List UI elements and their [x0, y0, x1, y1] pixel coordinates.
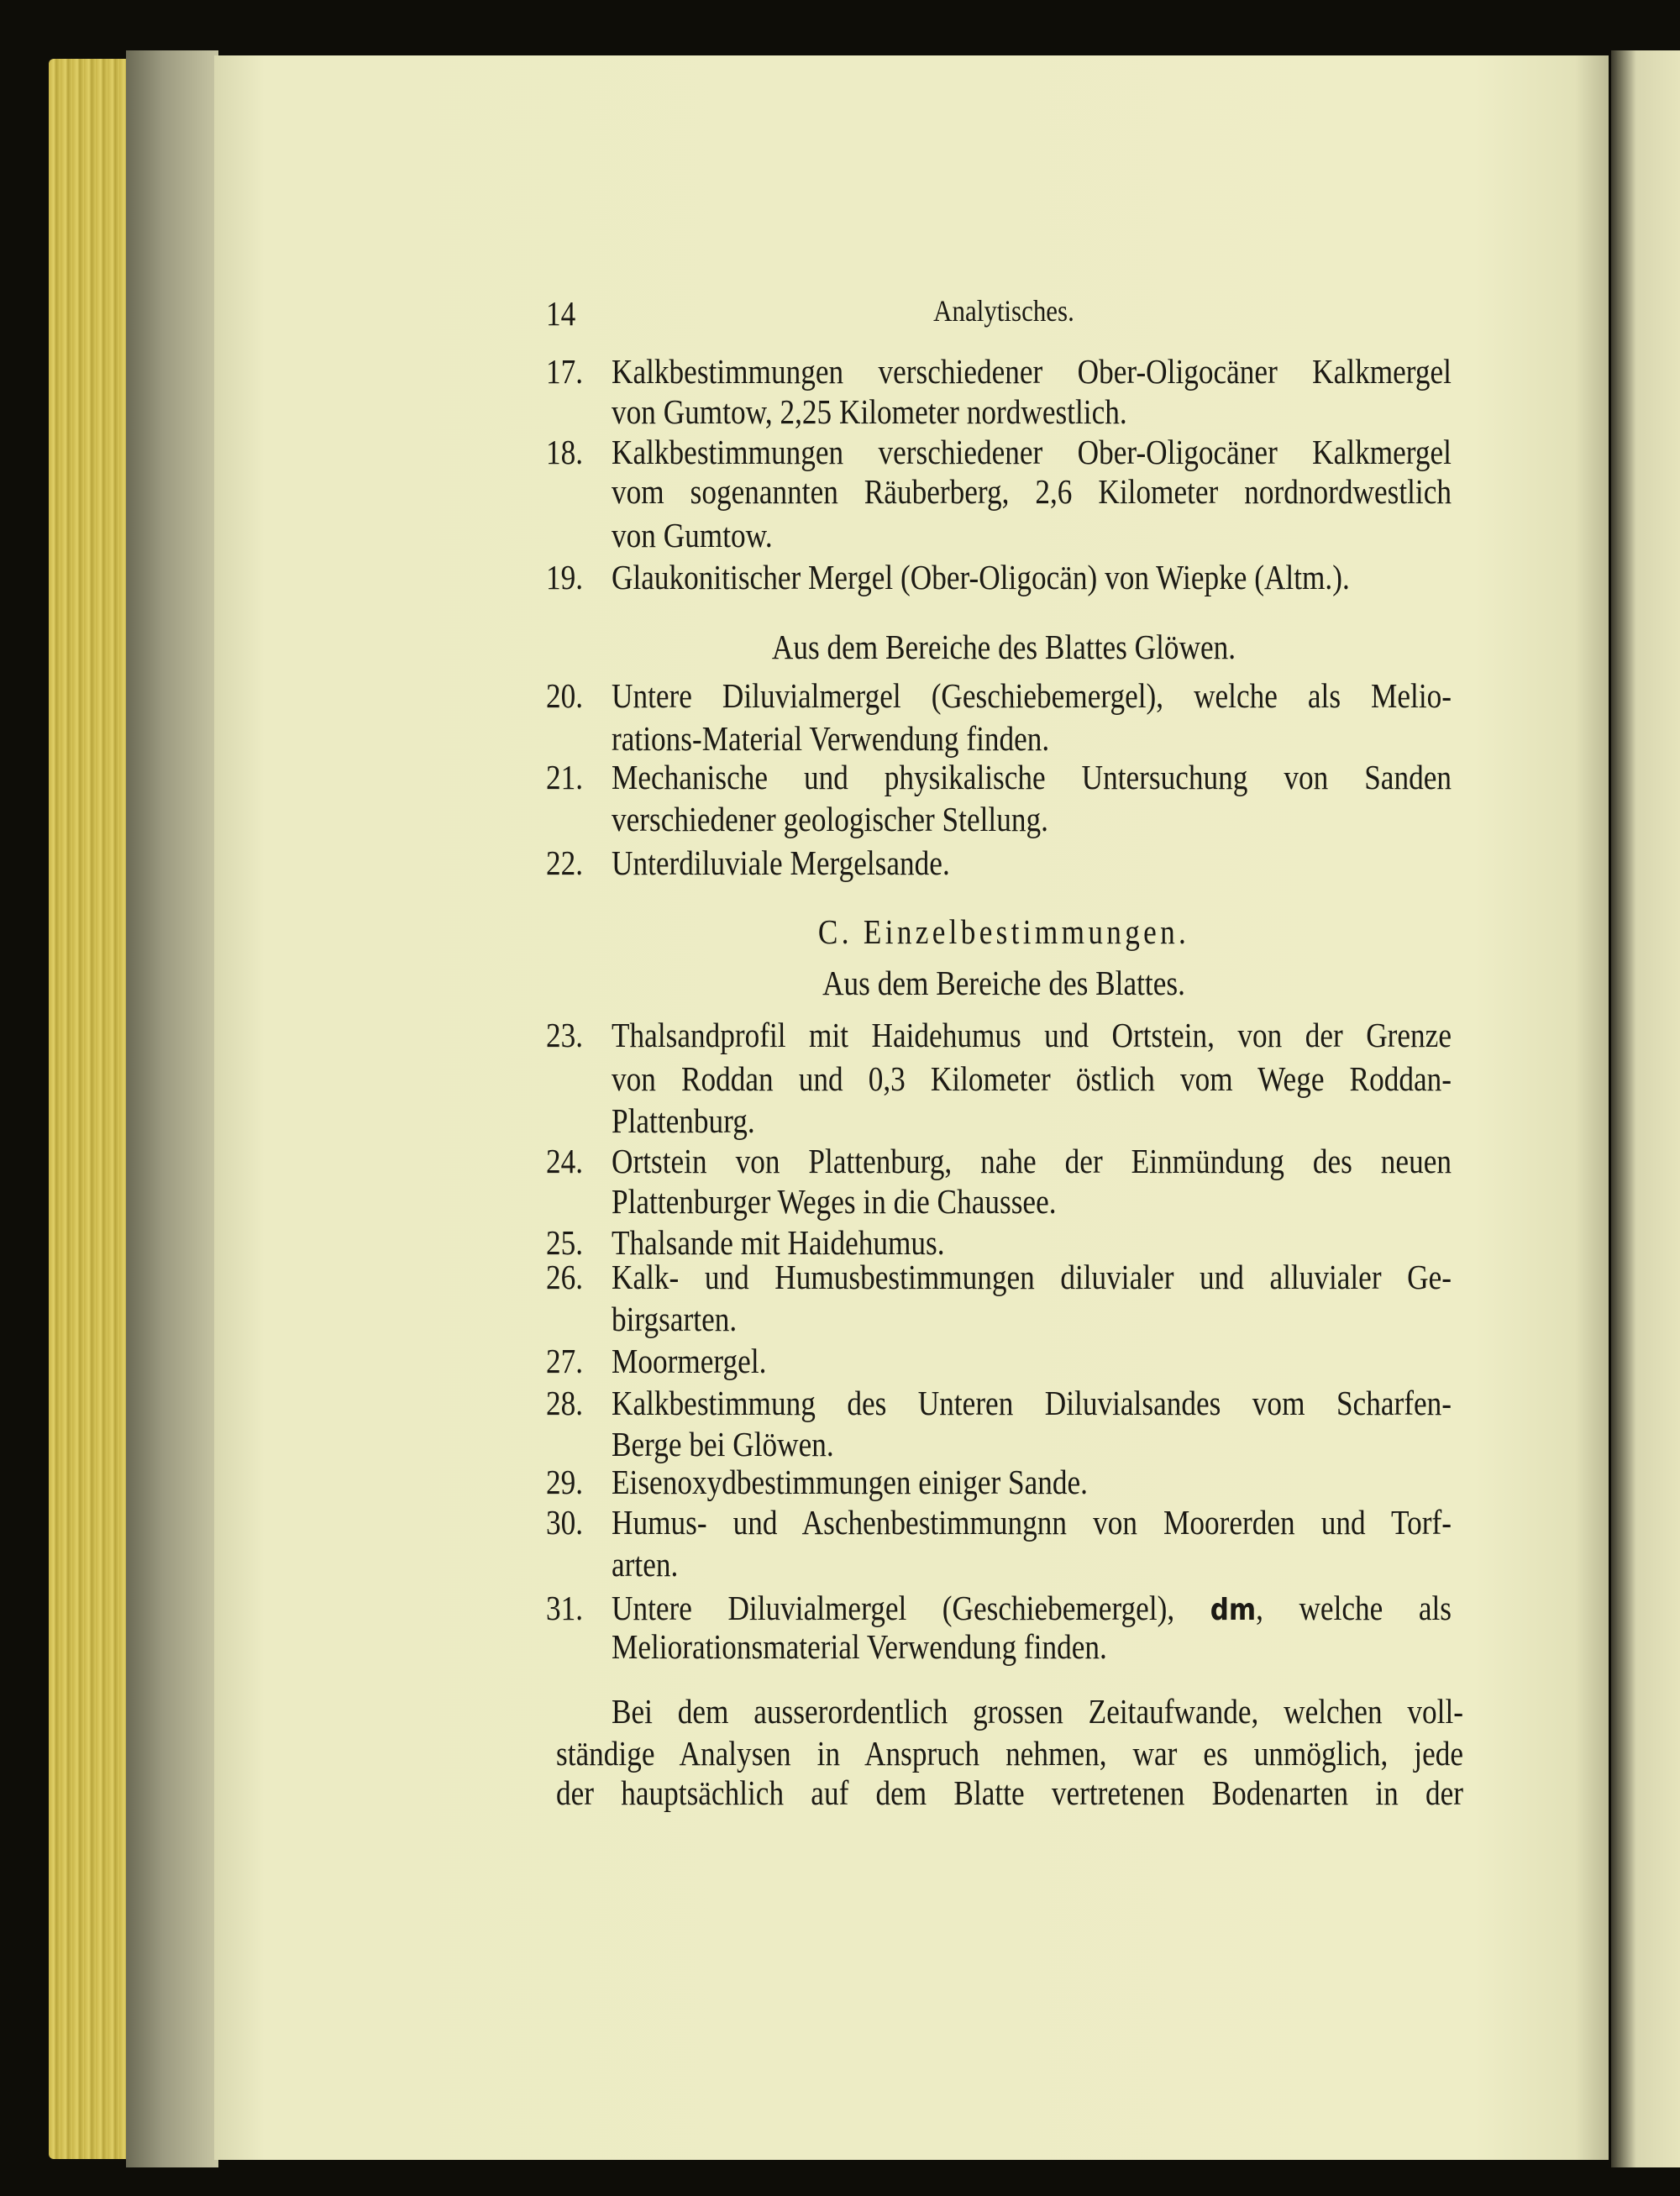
item-number: 19.	[546, 557, 584, 596]
item-text-line: Thalsande mit Haidehumus.	[612, 1222, 945, 1262]
item-number: 24.	[546, 1141, 584, 1180]
item-text-line: Kalkbestimmung des Unteren Diluvialsandes vom Scharfen-	[612, 1384, 1452, 1423]
item-text-line: rations-Material Verwendung finden.	[612, 718, 1050, 758]
item-text-line: von Roddan und 0,3 Kilometer östlich vom Wege Roddan-	[612, 1059, 1452, 1098]
item-text-line: birgsarten.	[612, 1300, 738, 1339]
item-text-line: Plattenburger Weges in die Chaussee.	[612, 1182, 1057, 1221]
paragraph-line: der hauptsächlich auf dem Blatte vertretenen Bodenarten in der	[556, 1773, 1463, 1812]
paragraph-line: ständige Analysen in Anspruch nehmen, war es unmöglich, jede	[556, 1734, 1463, 1773]
next-page-edge	[1611, 50, 1680, 2167]
item-number: 25.	[546, 1222, 584, 1262]
item-number: 31.	[546, 1588, 584, 1627]
item-text-line: verschiedener geologischer Stellung.	[612, 800, 1048, 839]
item-number: 29.	[546, 1462, 584, 1501]
item-text-line: Kalk- und Humusbestimmungen diluvialer und alluvialer Ge-	[612, 1258, 1452, 1297]
item-number: 20.	[546, 676, 584, 716]
item-text-line: Thalsandprofil mit Haidehumus und Ortstein, von der Grenze	[612, 1015, 1452, 1054]
item-text-line: Eisenoxydbestimmungen einiger Sande.	[612, 1462, 1088, 1501]
subheading: Aus dem Bereiche des Blattes Glöwen.	[771, 628, 1236, 667]
item-text-line: von Gumtow.	[612, 515, 773, 554]
section-heading: C. Einzelbestimmungen.	[817, 911, 1190, 951]
item-text-line: Kalkbestimmungen verschiedener Ober-Oligocäner Kalkmergel	[612, 433, 1452, 472]
item-number: 30.	[546, 1503, 584, 1542]
item-text-line: Mechanische und physikalische Untersuchung von Sanden	[612, 758, 1452, 797]
item-text-line: Meliorationsmaterial Verwendung finden.	[612, 1627, 1107, 1667]
item-number: 23.	[546, 1015, 584, 1054]
item-text-line: Plattenburg.	[612, 1101, 755, 1140]
item-text-line: Kalkbestimmungen verschiedener Ober-Oligocäner Kalkmergel	[612, 351, 1452, 391]
item-text-line: Untere Diluvialmergel (Geschiebemergel), dm, welche als	[612, 1588, 1452, 1627]
item-text-line: Untere Diluvialmergel (Geschiebemergel), welche als Melio-	[612, 676, 1452, 716]
item-number: 27.	[546, 1342, 584, 1381]
paragraph-line: Bei dem ausserordentlich grossen Zeitaufwande, welchen voll-	[612, 1692, 1463, 1731]
map-symbol-dm: dm	[1210, 1592, 1257, 1627]
item-text-line: Unterdiluviale Mergelsande.	[612, 843, 950, 882]
item-number: 26.	[546, 1258, 584, 1297]
item-text-line: Berge bei Glöwen.	[612, 1424, 834, 1463]
item-text-line: Glaukonitischer Mergel (Ober-Oligocän) von Wiepke (Altm.).	[612, 557, 1350, 596]
item-text-line: von Gumtow, 2,25 Kilometer nordwestlich.	[612, 392, 1127, 432]
item-number: 28.	[546, 1384, 584, 1423]
item-number: 17.	[546, 351, 584, 391]
running-title: Analytisches.	[933, 294, 1074, 328]
item-text-line: Humus- und Aschenbestimmungnn von Moorerden und Torf-	[612, 1503, 1452, 1542]
item-text-line: Moormergel.	[612, 1342, 767, 1381]
item-text-line: arten.	[612, 1545, 679, 1584]
item-number: 22.	[546, 843, 584, 882]
item-text-line: Ortstein von Plattenburg, nahe der Einmündung des neuen	[612, 1141, 1452, 1180]
page-number: 14	[546, 294, 576, 333]
item-text-line: vom sogenannten Räuberberg, 2,6 Kilometer nordnordwestlich	[612, 472, 1452, 512]
item-number: 18.	[546, 433, 584, 472]
item-number: 21.	[546, 758, 584, 797]
binding-shadow	[126, 50, 218, 2167]
subheading: Aus dem Bereiche des Blattes.	[822, 964, 1185, 1003]
